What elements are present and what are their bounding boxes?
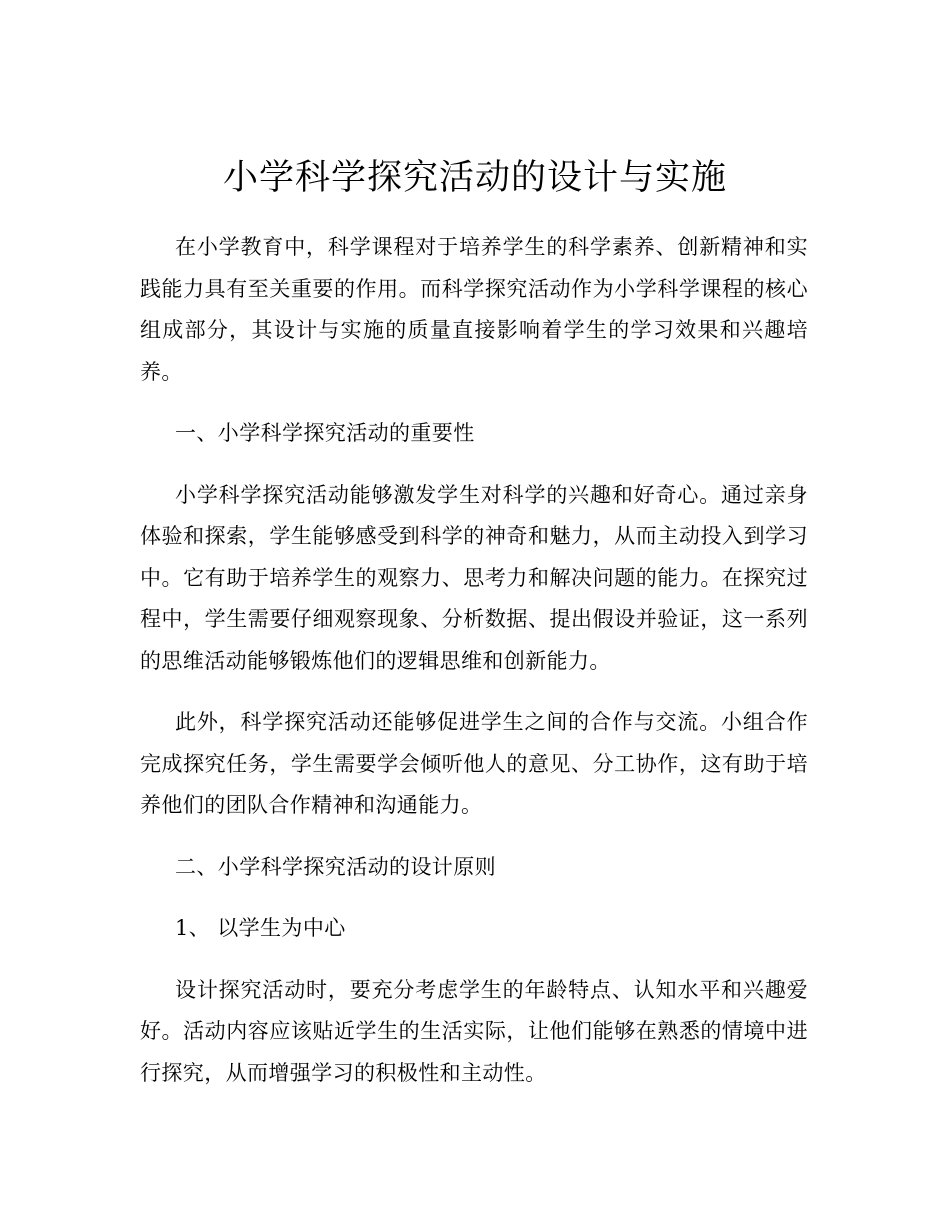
subsection-heading-student-centered: 1、 以学生为中心	[175, 916, 346, 940]
importance-paragraph: 小学科学探究活动能够激发学生对科学的兴趣和好奇心。通过亲身体验和探索，学生能够感受到科学的神奇和魅力，从而主动投入到学习中。它有助于培养学生的观察力、思考力和解决问题的能力。在探究过程中，学生需要仔细观察现象、分析数据、提出假设并验证，这一系列的思维活动能够锻炼他们的逻辑思维和创新能力。	[140, 482, 808, 673]
document-title: 小学科学探究活动的设计与实施	[222, 158, 727, 198]
intro-paragraph: 在小学教育中，科学课程对于培养学生的科学素养、创新精神和实践能力具有至关重要的作用。而科学探究活动作为小学科学课程的核心组成部分，其设计与实施的质量直接影响着学生的学习效果和兴趣培养。	[140, 235, 808, 384]
student-centered-paragraph: 设计探究活动时，要充分考虑学生的年龄特点、认知水平和兴趣爱好。活动内容应该贴近学生的生活实际，让他们能够在熟悉的情境中进行探究，从而增强学习的积极性和主动性。	[140, 977, 808, 1085]
document-body	[140, 227, 808, 1114]
cooperation-paragraph: 此外，科学探究活动还能够促进学生之间的合作与交流。小组合作完成探究任务，学生需要学会倾听他人的意见、分工协作，这有助于培养他们的团队合作精神和沟通能力。	[140, 710, 808, 817]
section-heading-importance: 一、小学科学探究活动的重要性	[175, 421, 475, 445]
section-heading-principles: 二、小学科学探究活动的设计原则	[175, 854, 496, 879]
